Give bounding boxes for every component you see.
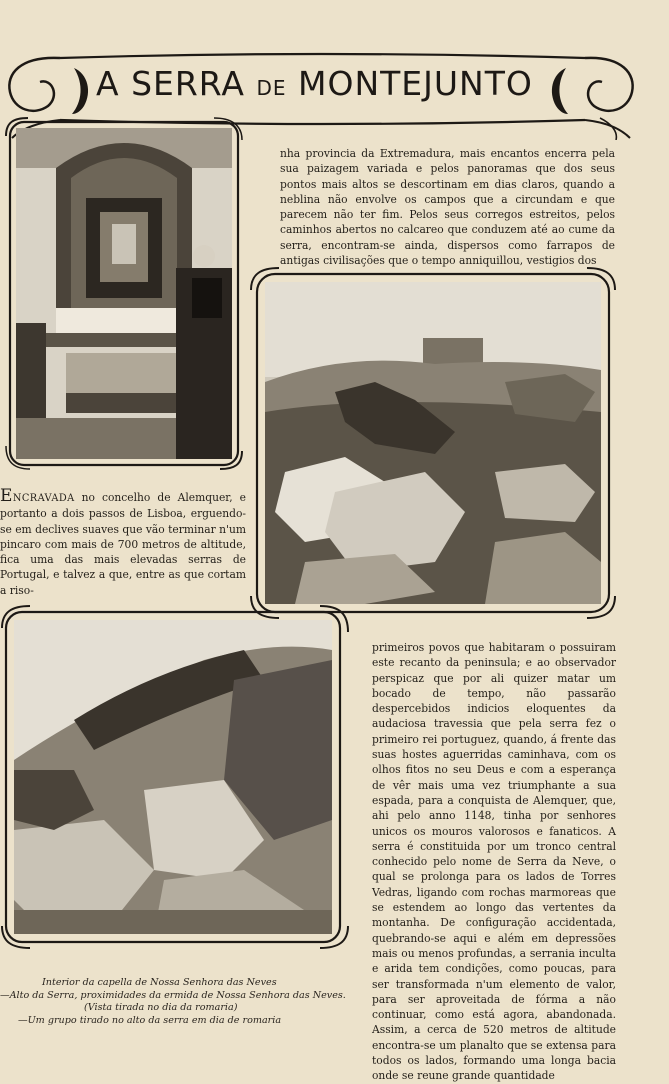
caption-line: —Um grupo tirado no alto da serra em dia de romaria [18,1014,282,1026]
text-column-left [0,486,246,598]
photo-frame-group [0,604,350,950]
paragraph: nha provincia da Extremadura, mais encantos encerra pela sua paizagem variada e pelos panoramas que dos seus pontos mais altos se descortinam em dias claros, quando a neblina não envolve os campos que a circundam e que parecem não ter fim. Pelos seus corregos estreitos, pelos caminhos abertos no calcareo que conduzem até ao cume da serra, encontram-se ainda, dispersos como farrapos de antigas civilisações que o tempo anniquillou, vestigios dos [280,147,615,268]
photo-frame-chapel [4,116,244,471]
photo-captions [0,977,375,1027]
caption-line: —Alto da Serra, proximidades da ermida de Nossa Senhora das Neves. [0,989,346,1001]
title-part-2: DE [256,76,287,100]
chapel-interior-photo [16,128,232,459]
paragraph-text: no concelho de Alemquer, e portanto a dois passos de Lisboa, erguendo-se em declives suaves que vão terminar n'um pincaro com mais de 700 metros de altitude, fica uma das mais elevadas serras de Portugal, e talvez a que, entre as que cortam a riso- [0,491,246,597]
caption-line: Interior da capella de Nossa Senhora das Neves [42,977,277,988]
small-caps-word: NCRAVADA [12,493,75,504]
paragraph [0,486,246,598]
text-column-top-right [280,146,615,268]
photo-frame-mountaintop [249,266,617,620]
mountaintop-photo [265,282,601,604]
group-on-rocks-photo [14,620,332,934]
paragraph: primeiros povos que habitaram o possuiram este recanto da peninsula; e ao observador perspicaz que por ali quizer matar um bocado de tempo, não passarão despercebidos indicios eloquentes da audaciosa travessia que pela serra fez o primeiro rei portuguez, quando, á frente das suas hostes aguerridas caminhava, com os olhos fitos no seu Deus e com a esperança de vêr mais uma vez triumphante a sua espada, para a conquista de Alemquer, que, ahi pelo anno 1148, tinha por senhores unicos os mouros valorosos e fanaticos. A serra é constituida por um tronco central conhecido pelo nome de Serra da Neve, o qual se prolonga para os lados de Torres Vedras, ligando com rochas marmoreas que se estendem ao longo das vertentes da montanha. De configuração accidentada, quebrando-se aqui e além em depressões mais ou menos profundas, a serrania inculta e arida tem condições, como poucas, para ser transformada n'um elemento de valor, para ser aproveitada de fórma a não continuar, como está agora, abandonada. Assim, a cerca de 520 metros de altitude encontra-se um planalto que se extensa para todos os lados, formando uma longa bacia onde se reune grande quantidade [372,641,616,1083]
text-column-bottom-right [372,640,616,1084]
drop-cap: E [0,486,13,506]
caption-line: (Vista tirada no dia da romaria) [84,1002,238,1014]
page-title [96,60,533,108]
title-part-1: A SERRA [96,64,245,103]
title-part-3: MONTEJUNTO [298,64,533,103]
